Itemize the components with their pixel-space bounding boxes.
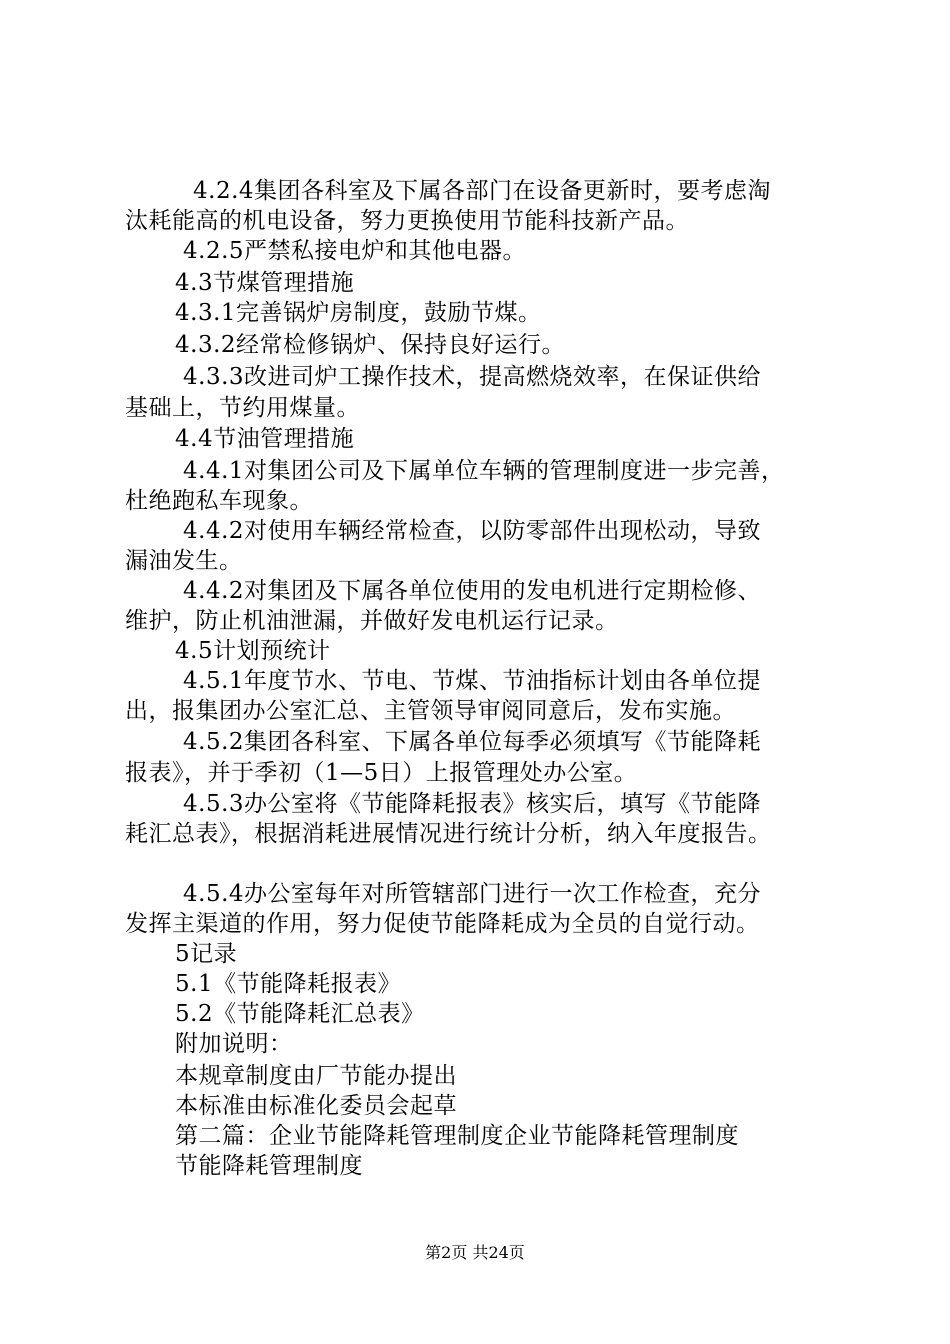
record-item: 5.1《节能降耗报表》 bbox=[175, 971, 402, 997]
record-item: 5.2《节能降耗汇总表》 bbox=[175, 1001, 425, 1027]
section-heading: 5记录 bbox=[175, 941, 238, 967]
section-heading: 4.3节煤管理措施 bbox=[175, 270, 355, 296]
paragraph-line: 4.5.2集团各科室、下属各单位每季必须填写《节能降耗 bbox=[183, 729, 762, 755]
section-heading: 4.5计划预统计 bbox=[175, 638, 331, 664]
paragraph-line: 基础上，节约用煤量。 bbox=[125, 395, 360, 421]
paragraph-line: 4.3.1完善锅炉房制度，鼓励节煤。 bbox=[175, 300, 542, 326]
paragraph-line: 杜绝跑私车现象。 bbox=[125, 488, 313, 514]
paragraph-line: 4.2.5严禁私接电炉和其他电器。 bbox=[183, 238, 527, 264]
paragraph-line: 4.5.1年度节水、节电、节煤、节油指标计划由各单位提 bbox=[183, 668, 762, 694]
paragraph-line: 发挥主渠道的作用，努力促使节能降耗成为全员的自觉行动。 bbox=[125, 911, 760, 937]
section-heading: 4.4节油管理措施 bbox=[175, 426, 355, 452]
paragraph-line: 汰耗能高的机电设备，努力更换使用节能科技新产品。 bbox=[125, 208, 689, 234]
paragraph-line: 维护，防止机油泄漏，并做好发电机运行记录。 bbox=[125, 608, 619, 634]
paragraph-line: 漏油发生。 bbox=[125, 548, 243, 574]
paragraph-line: 4.2.4集团各科室及下属各部门在设备更新时，要考虑淘 bbox=[193, 178, 772, 204]
paragraph-line: 4.5.4办公室每年对所管辖部门进行一次工作检查，充分 bbox=[183, 881, 762, 907]
paragraph-line: 4.4.2对集团及下属各单位使用的发电机进行定期检修、 bbox=[183, 578, 762, 604]
note-line: 本标准由标准化委员会起草 bbox=[175, 1093, 457, 1119]
chapter-subtitle: 节能降耗管理制度 bbox=[175, 1153, 363, 1179]
paragraph-line: 出，报集团办公室汇总、主管领导审阅同意后，发布实施。 bbox=[125, 698, 736, 724]
page-number-footer: 第2页 共24页 bbox=[425, 1243, 525, 1262]
paragraph-line: 报表》，并于季初（1—5日）上报管理处办公室。 bbox=[125, 760, 638, 786]
paragraph-line: 4.4.2对使用车辆经常检查，以防零部件出现松动，导致 bbox=[183, 518, 762, 544]
chapter-title: 第二篇：企业节能降耗管理制度企业节能降耗管理制度 bbox=[175, 1123, 739, 1149]
paragraph-line: 耗汇总表》，根据消耗进展情况进行统计分析，纳入年度报告。 bbox=[125, 821, 772, 847]
paragraph-line: 4.5.3办公室将《节能降耗报表》核实后，填写《节能降 bbox=[183, 791, 762, 817]
paragraph-line: 4.3.2经常检修锅炉、保持良好运行。 bbox=[175, 332, 566, 358]
note-line: 本规章制度由厂节能办提出 bbox=[175, 1063, 457, 1089]
paragraph-line: 4.3.3改进司炉工操作技术，提高燃烧效率，在保证供给 bbox=[183, 364, 762, 390]
note-heading: 附加说明： bbox=[175, 1031, 293, 1057]
paragraph-line: 4.4.1对集团公司及下属单位车辆的管理制度进一步完善， bbox=[183, 458, 785, 484]
